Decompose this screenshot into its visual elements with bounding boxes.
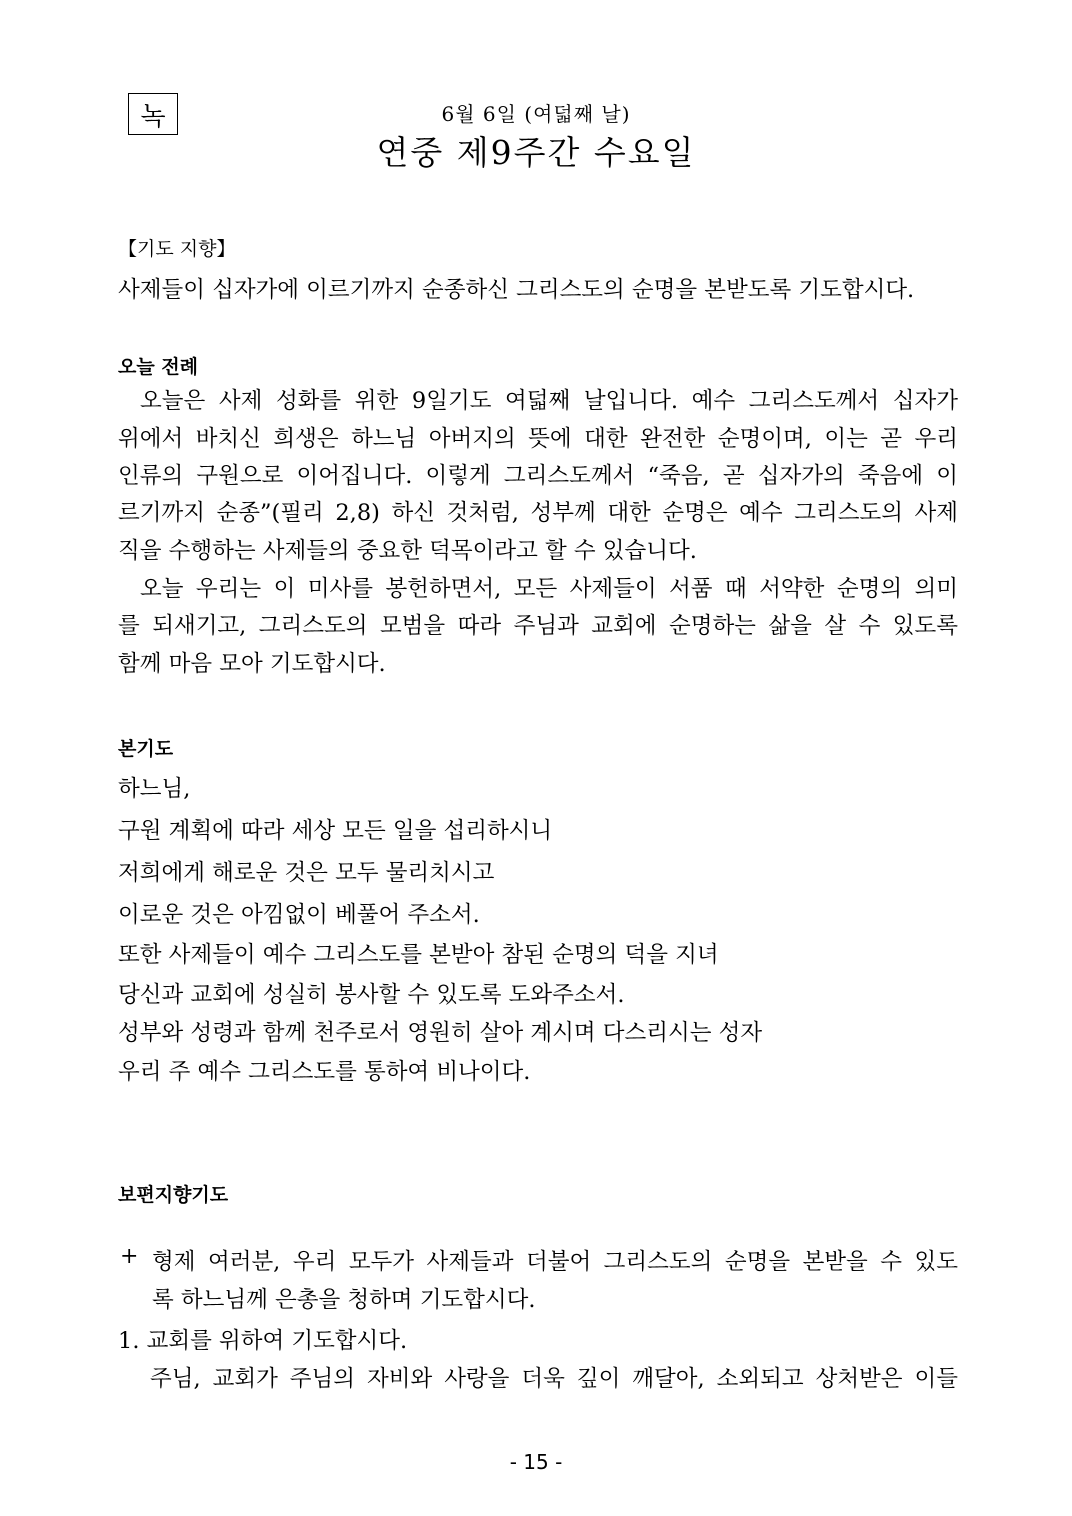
collect-line: 구원 계획에 따라 세상 모든 일을 섭리하시니 <box>118 818 553 844</box>
page-number: - 15 - <box>509 1450 563 1474</box>
page-title: 연중 제9주간 수요일 <box>376 133 696 172</box>
intention-text: 사제들이 십자가에 이르기까지 순종하신 그리스도의 순명을 본받도록 기도합시다. <box>118 277 915 303</box>
universal-prayer-item-text: 주님, 교회가 주님의 자비와 사랑을 더욱 깊이 깨달아, 소외되고 상처받은 이들 <box>150 1366 958 1392</box>
universal-prayer-item-title: 1. 교회를 위하여 기도합시다. <box>118 1328 408 1354</box>
collect-line: 우리 주 예수 그리스도를 통하여 비나이다. <box>118 1059 531 1085</box>
today-liturgy-line: 오늘 우리는 이 미사를 봉헌하면서, 모든 사제들이 서품 때 서약한 순명의 의미 <box>140 576 958 602</box>
today-liturgy-line: 를 되새기고, 그리스도의 모범을 따라 주님과 교회에 순명하는 삶을 살 수 있도록 <box>118 613 958 639</box>
collect-line: 또한 사제들이 예수 그리스도를 본받아 참된 순명의 덕을 지녀 <box>118 942 719 968</box>
universal-prayer-intro-line: 형제 여러분, 우리 모두가 사제들과 더불어 그리스도의 순명을 본받을 수 있도 <box>152 1249 958 1275</box>
universal-prayer-heading: 보편지향기도 <box>118 1184 229 1206</box>
today-liturgy-line: 위에서 바치신 희생은 하느님 아버지의 뜻에 대한 완전한 순명이며, 이는 곧 우리 <box>118 426 958 452</box>
collect-line: 이로운 것은 아낌없이 베풀어 주소서. <box>118 902 480 928</box>
plus-mark: + <box>120 1244 139 1269</box>
today-liturgy-heading: 오늘 전례 <box>118 356 199 378</box>
collect-line: 성부와 성령과 함께 천주로서 영원히 살아 계시며 다스리시는 성자 <box>118 1020 763 1046</box>
intention-label: 【기도 지향】 <box>118 238 236 260</box>
liturgical-color-box: 녹 <box>128 93 178 135</box>
today-liturgy-line: 직을 수행하는 사제들의 중요한 덕목이라고 할 수 있습니다. <box>118 538 697 564</box>
collect-line: 하느님, <box>118 776 191 802</box>
collect-line: 저희에게 해로운 것은 모두 물리치시고 <box>118 860 495 886</box>
today-liturgy-line: 함께 마음 모아 기도합시다. <box>118 651 386 677</box>
universal-prayer-intro-line: 록 하느님께 은총을 청하며 기도합시다. <box>152 1287 536 1313</box>
date-line: 6월 6일 (여덟째 날) <box>441 102 631 126</box>
today-liturgy-line: 오늘은 사제 성화를 위한 9일기도 여덟째 날입니다. 예수 그리스도께서 십자가 <box>140 388 958 414</box>
today-liturgy-line: 인류의 구원으로 이어집니다. 이렇게 그리스도께서 “죽음, 곧 십자가의 죽음에 이 <box>118 463 958 489</box>
collect-heading: 본기도 <box>118 738 174 760</box>
collect-line: 당신과 교회에 성실히 봉사할 수 있도록 도와주소서. <box>118 982 625 1008</box>
today-liturgy-line: 르기까지 순종”(필리 2,8) 하신 것처럼, 성부께 대한 순명은 예수 그리스도의 사제 <box>118 500 958 526</box>
